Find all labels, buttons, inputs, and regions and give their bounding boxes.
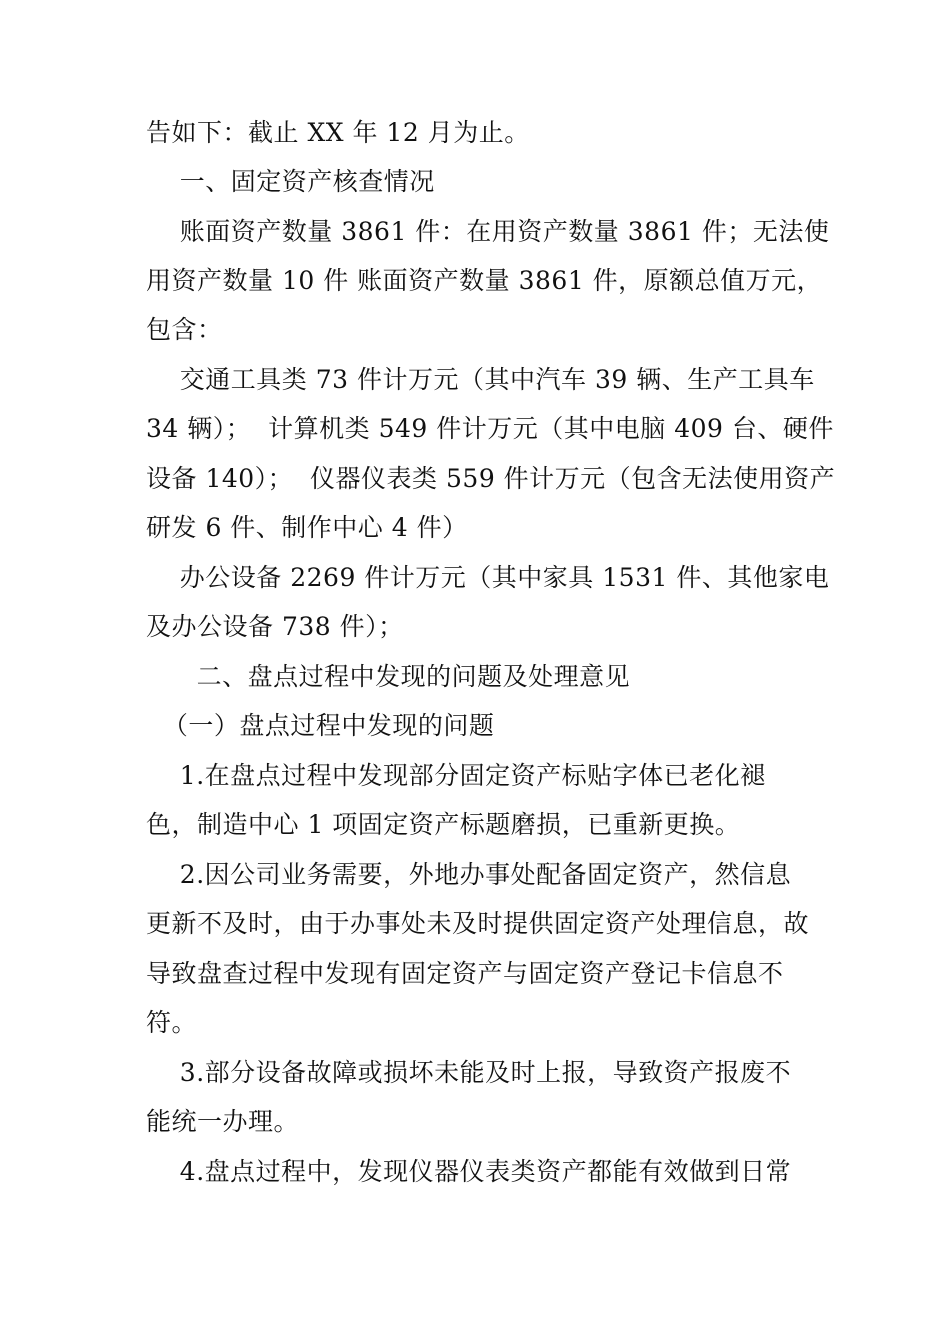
- text-line-4: 用资产数量 10 件 账面资产数量 3861 件，原额总值万元，: [146, 266, 823, 295]
- section-heading-2: 二、盘点过程中发现的问题及处理意见: [146, 662, 631, 691]
- text-line-16: 2.因公司业务需要，外地办事处配备固定资产，然信息: [146, 860, 792, 889]
- text-line-10: 办公设备 2269 件计万元（其中家具 1531 件、其他家电: [146, 563, 830, 592]
- text-line-17: 更新不及时，由于办事处未及时提供固定资产处理信息，故: [146, 909, 810, 938]
- text-line-7: 34 辆）； 计算机类 549 件计万元（其中电脑 409 台、硬件: [146, 414, 834, 443]
- text-line-6: 交通工具类 73 件计万元（其中汽车 39 辆、生产工具车: [146, 365, 815, 394]
- text-line-15: 色，制造中心 1 项固定资产标题磨损，已重新更换。: [146, 810, 741, 839]
- text-line-3: 账面资产数量 3861 件：在用资产数量 3861 件；无法使: [146, 217, 830, 246]
- text-line-8: 设备 140）； 仪器仪表类 559 件计万元（包含无法使用资产: [146, 464, 836, 493]
- text-line-1: 告如下：截止 XX 年 12 月为止。: [146, 118, 530, 147]
- text-line-20: 3.部分设备故障或损坏未能及时上报，导致资产报废不: [146, 1058, 792, 1087]
- text-line-18: 导致盘查过程中发现有固定资产与固定资产登记卡信息不: [146, 959, 784, 988]
- subsection-heading-1: （一）盘点过程中发现的问题: [146, 711, 495, 740]
- text-line-5: 包含：: [146, 315, 223, 344]
- text-line-21: 能统一办理。: [146, 1107, 300, 1136]
- text-line-11: 及办公设备 738 件）；: [146, 612, 404, 641]
- text-line-9: 研发 6 件、制作中心 4 件）: [146, 513, 468, 542]
- text-line-22: 4.盘点过程中，发现仪器仪表类资产都能有效做到日常: [146, 1157, 792, 1186]
- section-heading-1: 一、固定资产核查情况: [146, 167, 435, 196]
- text-line-14: 1.在盘点过程中发现部分固定资产标贴字体已老化褪: [146, 761, 766, 790]
- text-line-19: 符。: [146, 1008, 198, 1037]
